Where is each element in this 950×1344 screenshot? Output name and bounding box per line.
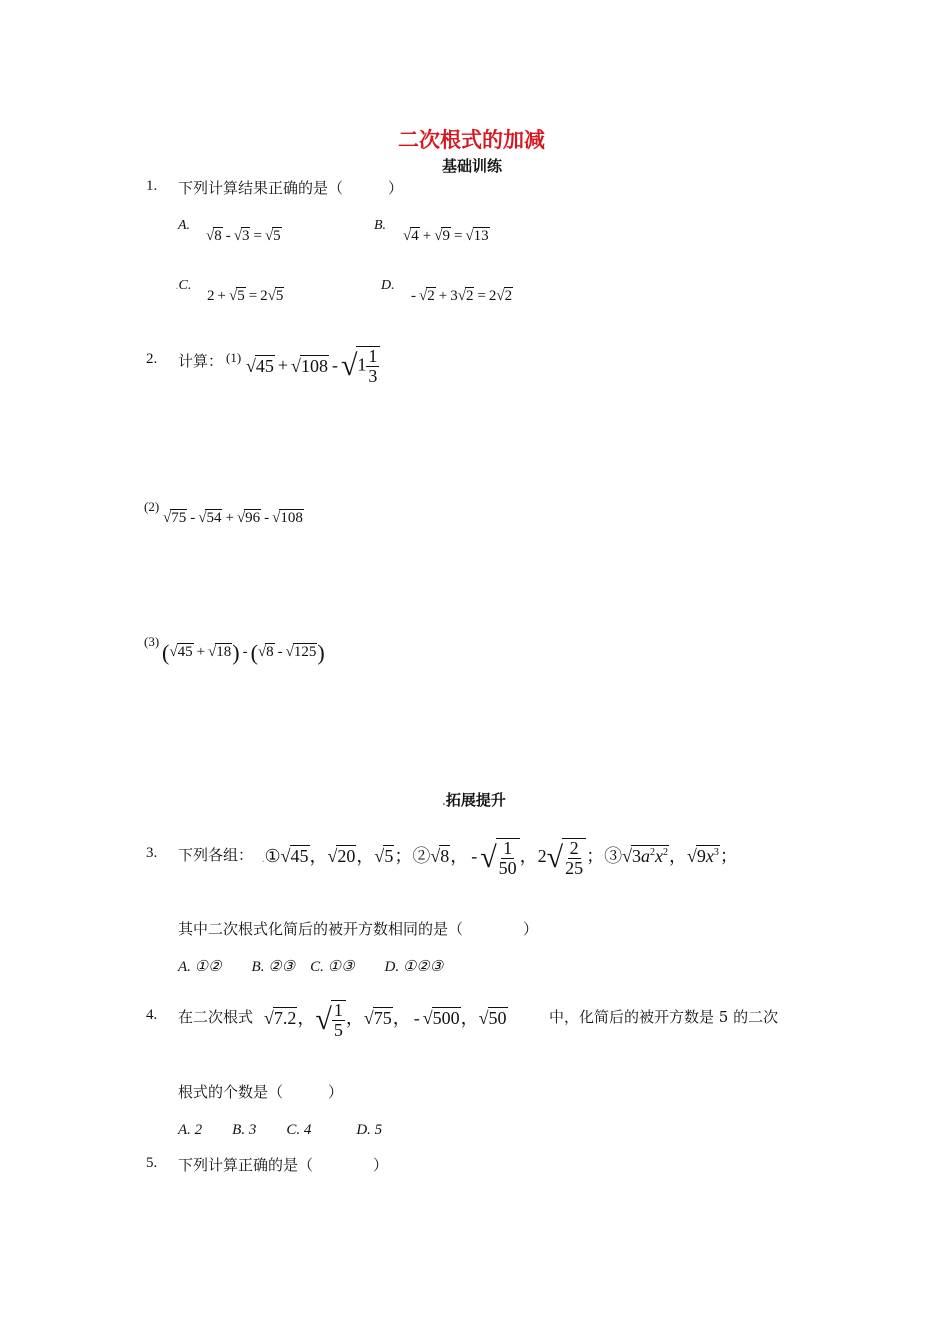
q1-option-c-label: .C. <box>176 278 192 293</box>
q2-part2-expr: √75 - √54 + √96 - √108 <box>163 510 303 526</box>
q2-number: 2. <box>146 351 158 367</box>
q3-options: A. ①② B. ②③ C. ①③ D. ①②③ <box>178 959 444 975</box>
q3-group1-mark: ① <box>264 846 281 867</box>
q2-part3-expr: (√45 + √18) - (√8 - √125) <box>162 640 325 665</box>
page-title: 二次根式的加减 <box>398 128 545 152</box>
q3-text: 下列各组： <box>178 846 254 864</box>
q1-text: 下列计算结果正确的是（ ） <box>178 179 404 197</box>
q5-number: 5. <box>146 1155 158 1171</box>
q3-group3-mark: ③ <box>604 846 623 867</box>
q4-number: 4. <box>146 1007 158 1023</box>
q4-question-line: 根式的个数是（ ） <box>178 1083 344 1101</box>
q1-number: 1. <box>146 178 158 194</box>
q3-question-line: 其中二次根式化简后的被开方数相同的是（ ） <box>178 920 539 938</box>
q4-options: A. 2 B. 3 C. 4 D. 5 <box>178 1122 383 1138</box>
q1-option-b-expr: √4 + √9 = √13 <box>403 228 489 244</box>
q3-group2-mark: ② <box>412 846 431 867</box>
q1-option-a-label: A. <box>178 218 191 233</box>
q1-option-d-label: D. <box>381 278 395 293</box>
q2-part1-label: (1) <box>226 350 242 365</box>
q1-option-b-label: B. <box>374 218 387 233</box>
q2-part1-expr: √45 + √108 - √1 $\frac{1}{3}$ <box>246 346 380 386</box>
q4-text: 在二次根式 <box>178 1008 254 1026</box>
q3-number: 3. <box>146 845 158 861</box>
q2-part2-label: (2) <box>144 499 160 514</box>
q1-option-d-expr: - √2 + 3√2 = 2√2 <box>411 288 513 304</box>
q2-part3-label: (3) <box>144 634 160 649</box>
q3-groups-expr: .①√45，√20，√5；②√8， - √ $\frac{1}{50}$ ，2√ $\frac{2}{25}$ ；$③√3a^2x^2$，$√9x^3$； <box>262 838 738 878</box>
q4-radicals-expr: √7.2，√ $\frac{1}{5}$ ，√75， - √500，√50 <box>264 1000 507 1040</box>
q2-text: 计算： <box>178 352 224 370</box>
section-basic-heading: 基础训练 <box>442 157 503 175</box>
q5-text: 下列计算正确的是（ ） <box>178 1156 389 1174</box>
q4-tail-text: 中，化简后的被开方数是 5 的二次 <box>549 1008 779 1026</box>
section-ext-heading: .拓展提升 <box>442 791 506 809</box>
q1-option-a-expr: √8 - √3 = √5 <box>206 228 281 244</box>
q1-option-c-expr: 2 + √5 = 2√5 <box>207 288 284 304</box>
